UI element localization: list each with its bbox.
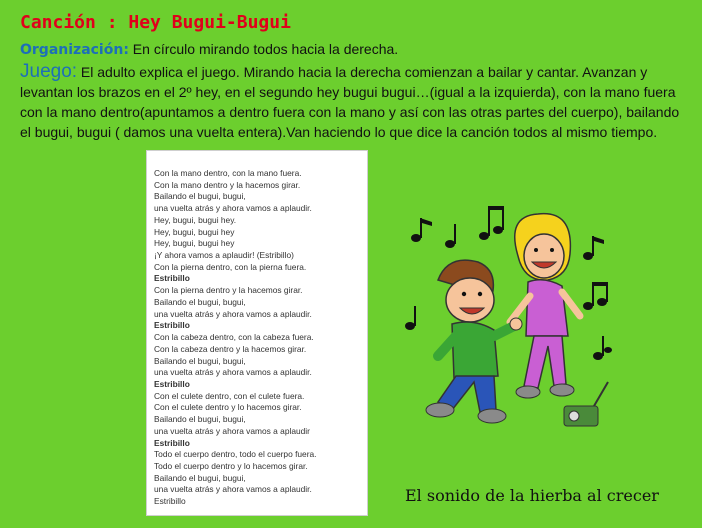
lyrics-line: una vuelta atrás y ahora vamos a aplaudir. [154,484,312,495]
boy-figure [426,260,522,423]
juego-label: Juego: [20,61,78,82]
juego-paragraph [20,62,692,142]
lyrics-line: Hey, bugui, bugui hey [154,238,235,249]
lyrics-line: Con la cabeza dentro, con la cabeza fuera. [154,332,314,343]
lyrics-line: Hey, bugui, bugui hey [154,226,235,237]
girl-figure [510,214,580,398]
lyrics-chorus-line: Estribillo [154,378,190,389]
lyrics-line: ¡Y ahora vamos a aplaudir! (Estribillo) [154,250,294,261]
lyrics-line: Bailando el bugui, bugui, [154,296,246,307]
lyrics-line: una vuelta atrás y ahora vamos a aplaudir. [154,308,312,319]
lyrics-line: una vuelta atrás y ahora vamos a aplaudir. [154,367,312,378]
lyrics-line: Con la pierna dentro y la hacemos girar. [154,285,303,296]
lyrics-line: Bailando el bugui, bugui, [154,472,246,483]
lyrics-line: Con la cabeza dentro y la hacemos girar. [154,343,307,354]
organizacion-paragraph [20,41,398,58]
lyrics-line: Con la mano dentro y la hacemos girar. [154,179,301,190]
lyrics-chorus-line: Estribillo [154,437,190,448]
image-caption: El sonido de la hierba al crecer [405,486,659,505]
lyrics-line: una vuelta atrás y ahora vamos a aplaudir [154,425,310,436]
lyrics-line: Estribillo [154,496,186,507]
lyrics-line: Bailando el bugui, bugui, [154,191,246,202]
dancing-children-illustration [398,196,618,446]
organizacion-text: En círculo mirando todos hacia la derecha. [128,41,399,57]
lyrics-line: Con la pierna dentro, con la pierna fuera. [154,261,307,272]
lyrics-line: Bailando el bugui, bugui, [154,355,246,366]
page-title: Canción : Hey Bugui-Bugui [20,12,291,33]
lyrics-line: Con el culete dentro, con el culete fuera. [154,390,305,401]
lyrics-chorus-line: Estribillo [154,320,190,331]
lyrics-line: una vuelta atrás y ahora vamos a aplaudir. [154,203,312,214]
lyrics-chorus-line: Estribillo [154,273,190,284]
song-lyrics-box [146,150,368,516]
organizacion-label: Organización: [20,42,129,58]
lyrics-line: Todo el cuerpo dentro, todo el cuerpo fuera. [154,449,317,460]
lyrics-line: Bailando el bugui, bugui, [154,414,246,425]
lyrics-line: Con el culete dentro y lo hacemos girar. [154,402,302,413]
lyrics-line: Con la mano dentro, con la mano fuera. [154,168,302,178]
lyrics-line: Hey, bugui, bugui hey. [154,214,237,225]
juego-text: El adulto explica el juego. Mirando hacia la derecha comienzan a bailar y cantar. Avanzan y levantan los brazos en el 2º hey, en el segundo hey bugui bugui…(igual a la izquierda), con la mano fuera con la mano dentro(apuntamos a dentro fuera con la mano y así con las otras partes del cuerpo), bailando el bugui, bugui ( damos una vuelta entera).Van haciendo lo que dice la canción todos al mismo tiempo. [20,64,680,140]
music-notes-icon [405,206,612,360]
lyrics-line: Todo el cuerpo dentro y lo hacemos girar. [154,460,308,471]
